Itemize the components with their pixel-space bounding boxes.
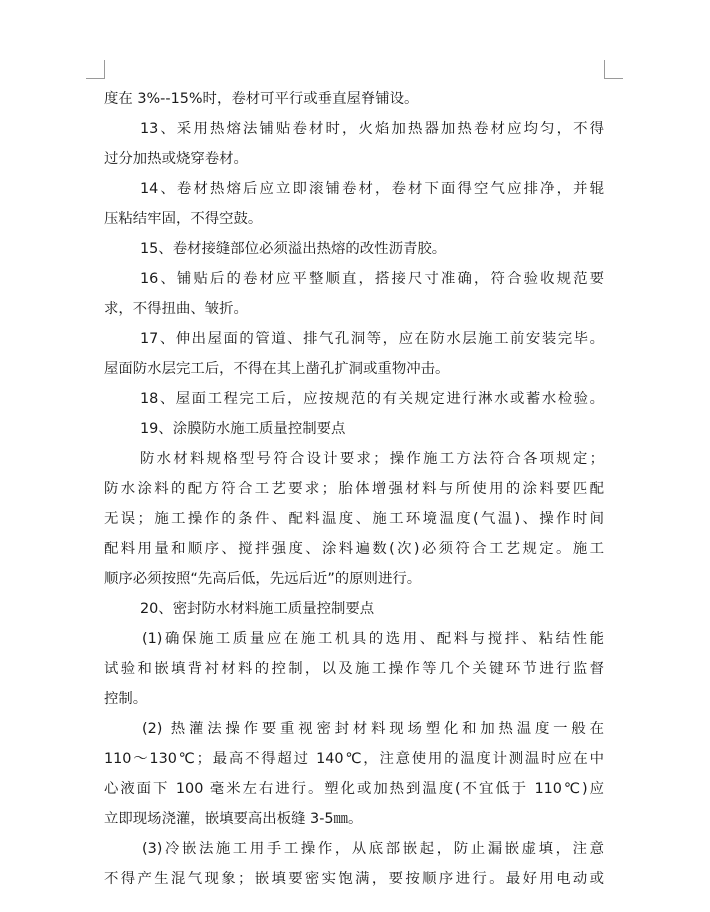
paragraph-line: (2) 热灌法操作要重视密封材料现场塑化和加热温度一般在 (142, 721, 604, 737)
paragraph-line: 16、铺贴后的卷材应平整顺直，搭接尺寸准确，符合验收规范要 (140, 271, 604, 287)
paragraph-line: 14、卷材热熔后应立即滚铺卷材，卷材下面得空气应排净，并辊 (140, 181, 604, 197)
paragraph-line: (1)确保施工质量应在施工机具的选用、配料与搅拌、粘结性能 (142, 631, 604, 647)
paragraph-line: 18、屋面工程完工后，应按规范的有关规定进行淋水或蓄水检验。 (140, 391, 604, 407)
paragraph-line: 控制。 (104, 691, 148, 707)
paragraph-line: 顺序必须按照“先高后低，先远后近”的原则进行。 (104, 571, 422, 587)
paragraph-line: 屋面防水层完工后，不得在其上凿孔扩洞或重物冲击。 (104, 361, 450, 377)
paragraph-line: 度在 3%--15%时，卷材可平行或垂直屋脊铺设。 (104, 91, 419, 107)
crop-mark-top-left (86, 60, 105, 79)
paragraph-line: 防水涂料的配方符合工艺要求；胎体增强材料与所使用的涂料要匹配 (104, 481, 604, 497)
paragraph-line: 压粘结牢固，不得空鼓。 (104, 211, 263, 227)
paragraph-line: 防水材料规格型号符合设计要求；操作施工方法符合各项规定； (140, 451, 604, 467)
paragraph-line: 110～130℃；最高不得超过 140℃，注意使用的温度计测温时应在中 (104, 751, 604, 767)
paragraph-line: 心液面下 100 毫米左右进行。塑化或加热到温度(不宜低于 110℃)应 (104, 781, 604, 797)
paragraph-line: 15、卷材接缝部位必须溢出热熔的改性沥青胶。 (140, 241, 447, 257)
paragraph-line: 不得产生混气现象；嵌填要密实饱满，要按顺序进行。最好用电动或 (104, 871, 604, 887)
paragraph-line: 配料用量和顺序、搅拌强度、涂料遍数(次)必须符合工艺规定。施工 (104, 541, 604, 557)
paragraph-line: 无误；施工操作的条件、配料温度、施工环境温度(气温)、操作时间 (104, 511, 604, 527)
paragraph-line: 13、采用热熔法铺贴卷材时，火焰加热器加热卷材应均匀，不得 (140, 121, 604, 137)
paragraph-line: 试验和嵌填背衬材料的控制，以及施工操作等几个关键环节进行监督 (104, 661, 604, 677)
paragraph-line: 过分加热或烧穿卷材。 (104, 151, 248, 167)
paragraph-line: 立即现场浇灌，嵌填要高出板缝 3-5㎜。 (104, 811, 363, 827)
paragraph-line: 求，不得扭曲、皱折。 (104, 301, 248, 317)
paragraph-line: 17、伸出屋面的管道、排气孔洞等，应在防水层施工前安装完毕。 (140, 331, 604, 347)
crop-mark-top-right (604, 60, 623, 79)
section-heading: 20、密封防水材料施工质量控制要点 (140, 601, 375, 617)
paragraph-line: (3)冷嵌法施工用手工操作，从底部嵌起，防止漏嵌虚填，注意 (142, 841, 604, 857)
section-heading: 19、涂膜防水施工质量控制要点 (140, 421, 346, 437)
